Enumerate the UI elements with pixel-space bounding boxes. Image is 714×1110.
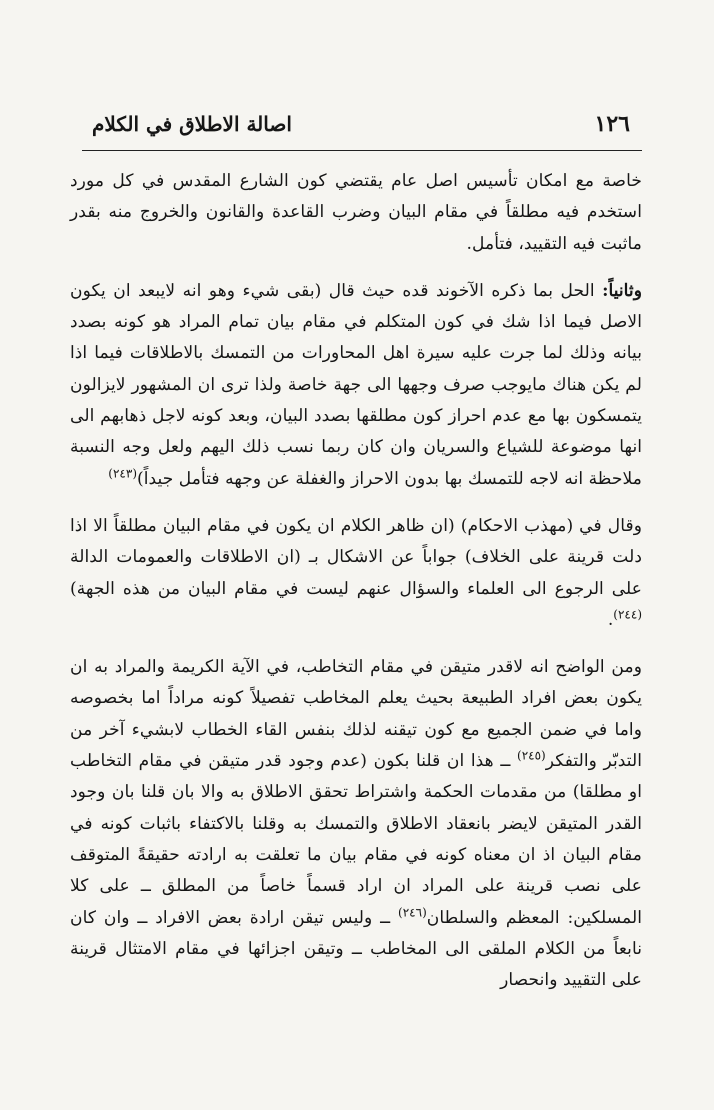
- page-header: [92, 100, 630, 148]
- header-divider: [82, 150, 642, 151]
- footnote-ref-244: (٢٤٤): [613, 607, 642, 622]
- page-number: ١٢٦: [594, 111, 630, 137]
- paragraph-1: [70, 166, 642, 260]
- paragraph-text: الحل بما ذكره الآخوند قده حيث قال (بقى شيء وهو انه لايبعد ان يكون الاصل فيما اذا شك في كون المتكلم في مقام بيان تمام المراد هو كونه بصدد بيانه وذلك لما جرت عليه سيرة اهل المحاورات من التمسك بالاطلاقات فيما اذا لم يكن هناك مايوجب صرف وجهها الى جهة خاصة ولذا ترى ان المشهور لايزالون يتمسكون بها مع عدم احراز كون مطلقها بصدد البيان، وبعد كونه لاجل ذهابهم الى انها موضوعة للشياع والسريان وان كان ربما نسب ذلك اليهم ولعل وجه النسبة ملاحظة انه لاجه للتمسك بها بدون الاحراز والغفلة عن وجهه فتأمل جيداً): [70, 280, 642, 489]
- footnote-ref-245: (٢٤٥): [517, 748, 546, 763]
- paragraph-text: ومن الواضح انه لاقدر متيقن في مقام التخاطب، في الآية الكريمة والمراد به ان يكون بعض افراد الطبيعة بحيث يعلم المخاطب تفصيلاً كونه مراداً اما بخصوصه واما في ضمن الجميع مع كون تيقنه لذلك بنفس القاء الخطاب لابشيء آخر من التدبّر والتفكر: [70, 657, 642, 772]
- footnote-ref-243: (٢٤٣): [108, 465, 137, 480]
- paragraph-3: [70, 511, 642, 636]
- paragraph-2: [70, 276, 642, 495]
- paragraph-text-continued: ــ هذا ان قلنا بكون (عدم وجود قدر متيقن في مقام التخاطب او مطلقا) من مقدمات الحكمة واشتراط تحقق الاطلاق به والا بان قلنا بان وجود القدر المتيقن لايضر بانعقاد الاطلاق والتمسك به وقلنا بالاكتفاء باثبات كونه في مقام البيان اذ ان معناه كونه في مقام بيان ما تعلقت به ارادته حقيقةً المتوقف على نصب قرينة على المراد ان اراد قسماً خاصاً من المطلق ــ على كلا المسلكين: المعظم والسلطان: [70, 751, 642, 928]
- running-title: اصالة الاطلاق في الكلام: [92, 112, 292, 136]
- paragraph-text: وقال في (مهذب الاحكام) (ان ظاهر الكلام ان يكون في مقام البيان مطلقاً الا اذا دلت قرينة على الخلاف) جواباً عن الاشكال بـ (ان الاطلاقات والعمومات الدالة على الرجوع الى العلماء والسؤال عنهم ليست في مقام البيان من هذه الجهة): [70, 515, 642, 599]
- paragraph-text: خاصة مع امكان تأسيس اصل عام يقتضي كون الشارع المقدس في كل مورد استخدم فيه مطلقاً في مقام البيان وضرب القاعدة والقانون والخروج منه بقدر ماثبت فيه التقييد، فتأمل.: [70, 171, 642, 254]
- paragraph-text-continued-2: ــ وليس تيقن ارادة بعض الافراد ــ وان كان نابعاً من الكلام الملقى الى المخاطب ــ وتيقن اجزائها في مقام الامتثال قرينة على التقييد وانحصار: [70, 907, 642, 991]
- body-text: [70, 166, 642, 996]
- paragraph-lead: وثانياً:: [602, 280, 642, 301]
- paragraph-4: [70, 652, 642, 996]
- footnote-ref-246: (٢٤٦): [398, 904, 427, 919]
- paragraph-end: .: [607, 609, 614, 630]
